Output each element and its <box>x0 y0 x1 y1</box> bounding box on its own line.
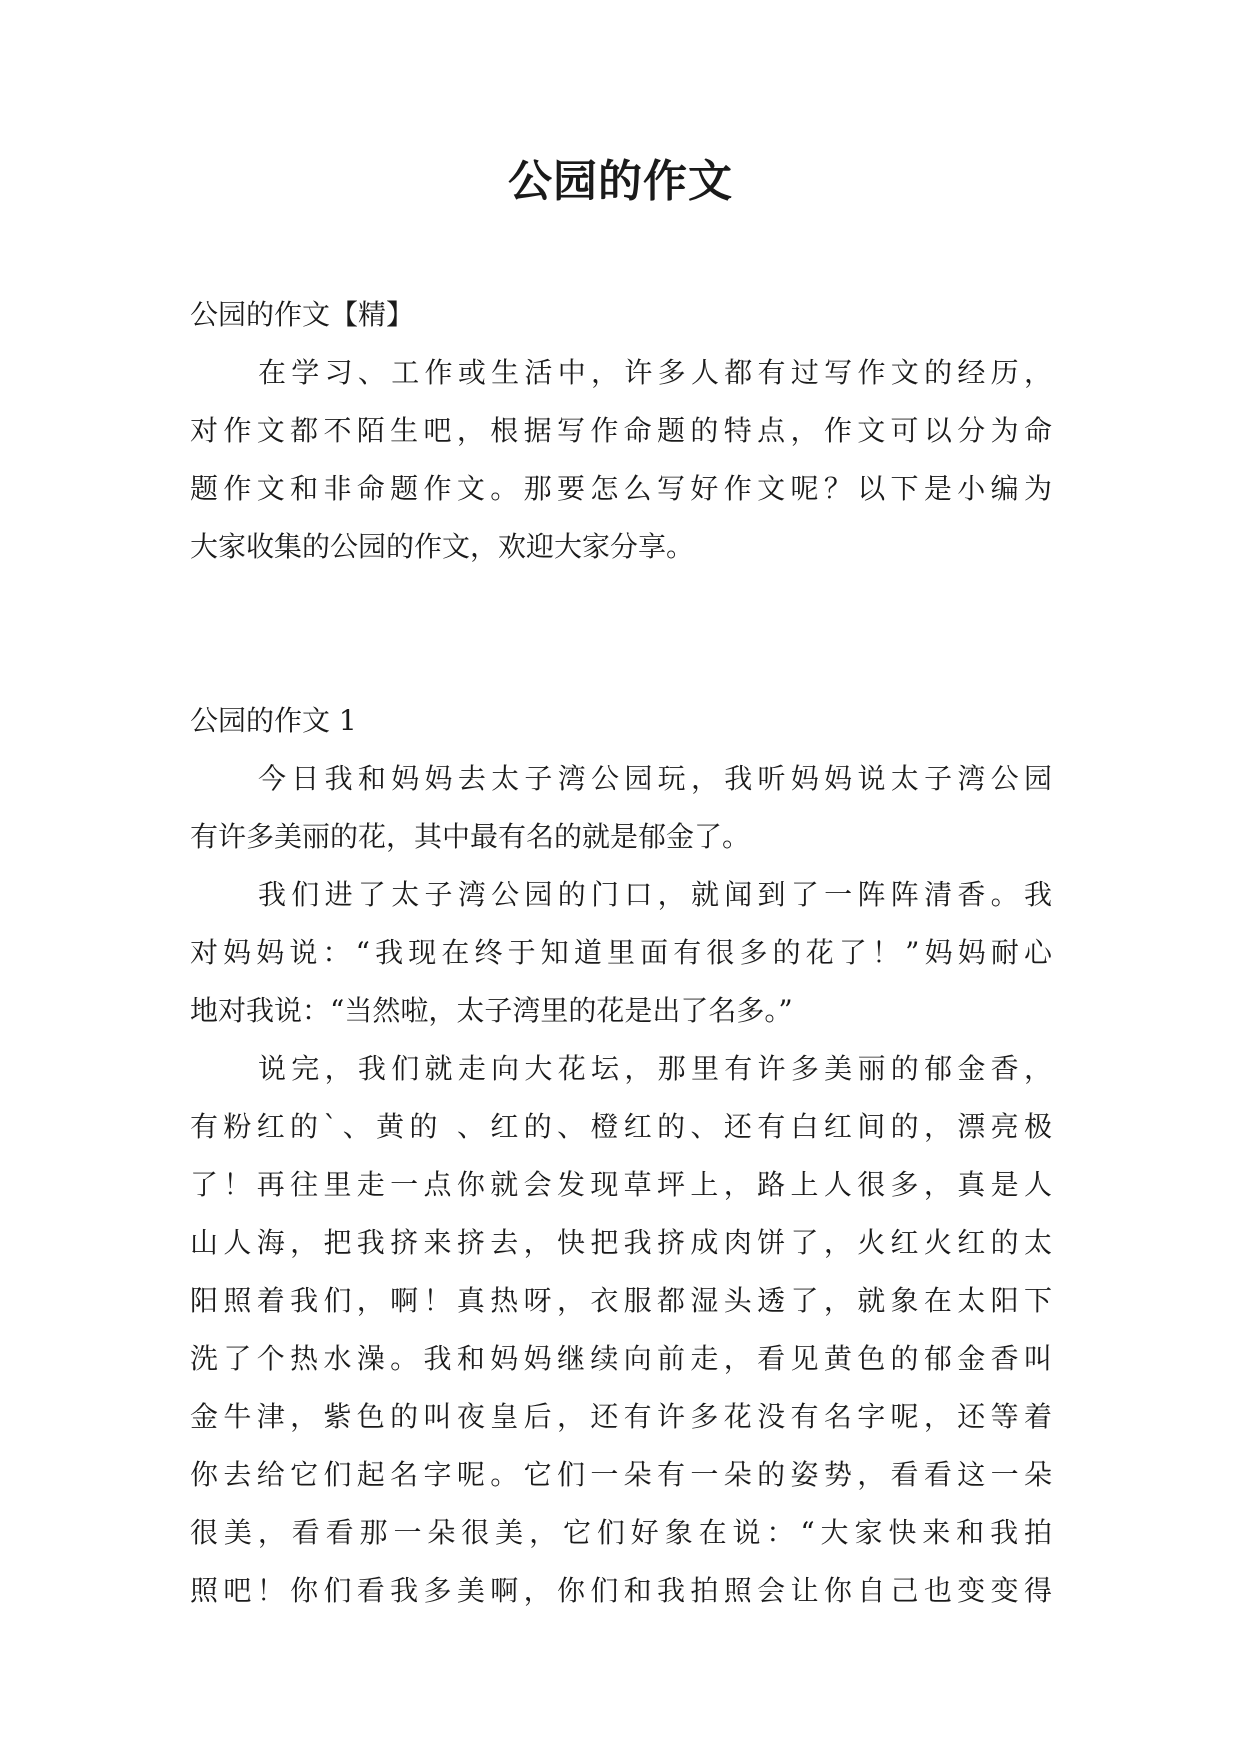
intro-heading: 公园的作文【精】 <box>190 298 415 331</box>
paragraph-line: 你去给它们起名字呢。它们一朵有一朵的姿势，看看这一朵 <box>190 1458 1052 1491</box>
paragraph-line: 今日我和妈妈去太子湾公园玩，我听妈妈说太子湾公园 <box>258 762 1052 795</box>
paragraph-line: 地对我说：“当然啦，太子湾里的花是出了名多。” <box>190 994 793 1027</box>
paragraph-line: 照吧！你们看我多美啊，你们和我拍照会让你自己也变变得 <box>190 1574 1052 1607</box>
paragraph-line: 在学习、工作或生活中，许多人都有过写作文的经历， <box>258 356 1052 389</box>
paragraph-line: 了！再往里走一点你就会发现草坪上，路上人很多，真是人 <box>190 1168 1052 1201</box>
paragraph-line: 很美，看看那一朵很美，它们好象在说：“大家快来和我拍 <box>190 1516 1052 1549</box>
essay1-heading: 公园的作文 1 <box>190 704 357 737</box>
paragraph-line: 有许多美丽的花，其中最有名的就是郁金了。 <box>190 820 751 853</box>
paragraph-line: 有粉红的`、黄的 、红的、橙红的、还有白红间的，漂亮极 <box>190 1110 1052 1143</box>
essay1-paragraph-2 <box>190 866 1052 1040</box>
essay1-paragraph-1 <box>190 750 1052 866</box>
paragraph-line: 阳照着我们，啊！真热呀，衣服都湿头透了，就象在太阳下 <box>190 1284 1052 1317</box>
paragraph-line: 对作文都不陌生吧，根据写作命题的特点，作文可以分为命 <box>190 414 1052 447</box>
document-title: 公园的作文 <box>508 156 733 207</box>
paragraph-line: 说完，我们就走向大花坛，那里有许多美丽的郁金香， <box>258 1052 1052 1085</box>
paragraph-line: 我们进了太子湾公园的门口，就闻到了一阵阵清香。我 <box>258 878 1052 911</box>
paragraph-line: 山人海，把我挤来挤去，快把我挤成肉饼了，火红火红的太 <box>190 1226 1052 1259</box>
intro-paragraph <box>190 344 1052 576</box>
paragraph-line: 对妈妈说：“我现在终于知道里面有很多的花了！”妈妈耐心 <box>190 936 1052 969</box>
paragraph-line: 金牛津，紫色的叫夜皇后，还有许多花没有名字呢，还等着 <box>190 1400 1052 1433</box>
essay1-paragraph-3 <box>190 1040 1052 1620</box>
paragraph-line: 题作文和非命题作文。那要怎么写好作文呢？以下是小编为 <box>190 472 1052 505</box>
paragraph-line: 大家收集的公园的作文，欢迎大家分享。 <box>190 530 695 563</box>
paragraph-line: 洗了个热水澡。我和妈妈继续向前走，看见黄色的郁金香叫 <box>190 1342 1052 1375</box>
document-body <box>190 286 1052 1620</box>
section-spacer <box>190 576 1052 692</box>
